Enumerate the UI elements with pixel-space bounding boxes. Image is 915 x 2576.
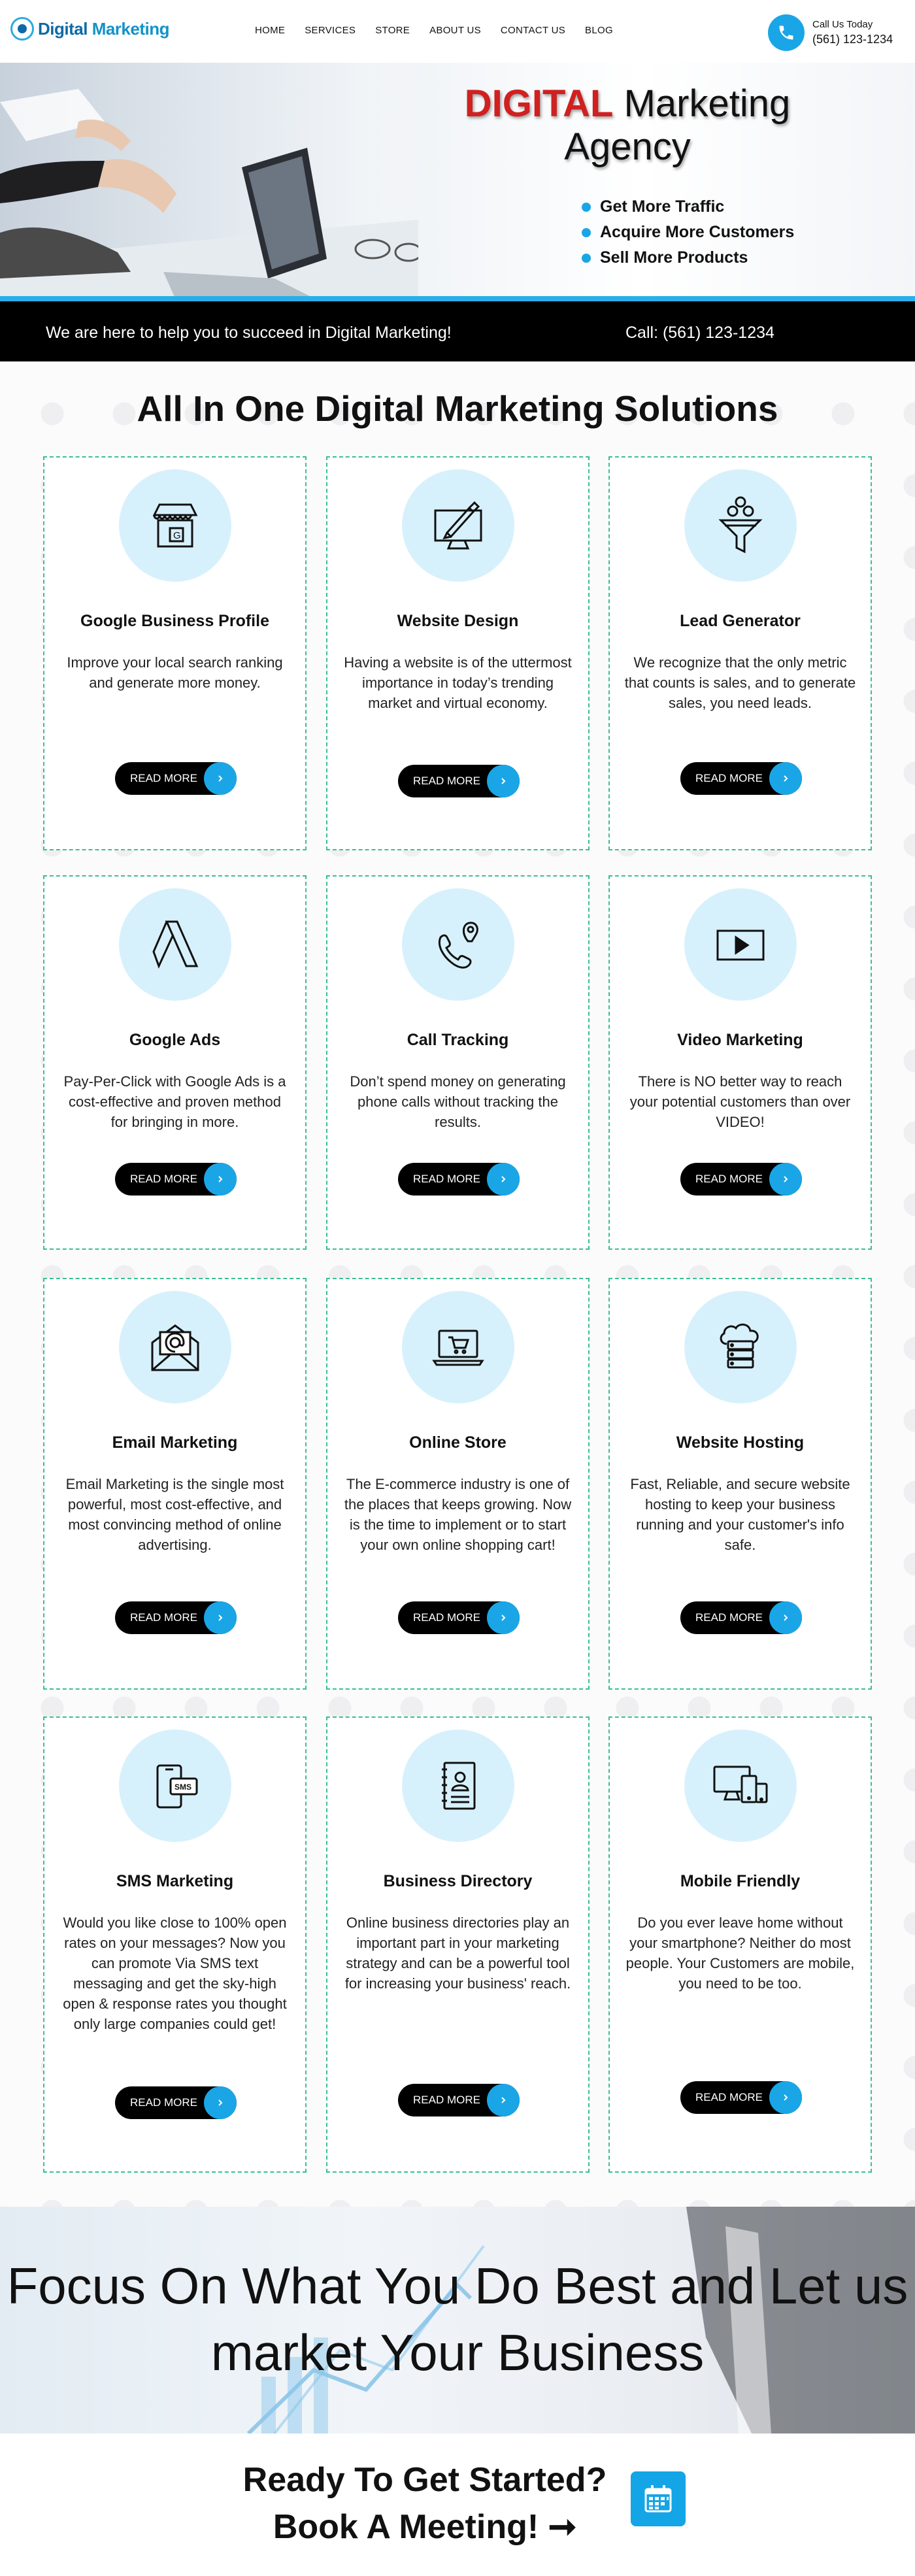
service-desc: Having a website is of the uttermost importance in today’s trending market and virtual economy.: [344, 654, 572, 711]
service-title: Video Marketing: [677, 1031, 803, 1049]
hero-title-red: DIGITAL: [464, 82, 614, 125]
hero-title-rest: Marketing: [624, 82, 791, 125]
laptop-cart-icon: [402, 1291, 514, 1403]
service-desc: We recognize that the only metric that counts is sales, and to generate sales, you need leads.: [624, 654, 856, 711]
service-card-sms-marketing: [43, 1716, 307, 2173]
cta-line2: Book A Meeting! ➞: [273, 2508, 577, 2546]
service-card-google-ads: [43, 875, 307, 1250]
chevron-right-icon: [487, 765, 520, 797]
read-more-button[interactable]: [680, 1601, 802, 1634]
services-section: [0, 361, 915, 2207]
devices-icon: [684, 1730, 797, 1842]
calendar-button[interactable]: [631, 2471, 686, 2526]
service-title: Google Business Profile: [80, 612, 269, 630]
hero-photo: [0, 63, 418, 301]
call-label: Call Us Today: [812, 19, 873, 30]
service-card-business-directory: [326, 1716, 590, 2173]
cloud-server-icon: [684, 1291, 797, 1403]
read-more-label: READ MORE: [695, 1173, 763, 1185]
service-desc: Pay-Per-Click with Google Ads is a cost-effective and proven method for bringing in more.: [63, 1073, 286, 1130]
read-more-button[interactable]: [680, 1163, 802, 1196]
chevron-right-icon: [204, 2086, 237, 2119]
read-more-label: READ MORE: [413, 775, 480, 787]
nav-store[interactable]: STORE: [375, 25, 410, 36]
read-more-label: READ MORE: [130, 1173, 197, 1185]
hero-bullet: Get More Traffic: [582, 197, 794, 216]
read-more-label: READ MORE: [413, 1173, 480, 1185]
info-bar-message: We are here to help you to succeed in Digital Marketing!: [46, 324, 452, 342]
service-title: Online Store: [409, 1433, 507, 1452]
service-card-mobile-friendly: [608, 1716, 872, 2173]
cta-section: [0, 2434, 915, 2576]
read-more-label: READ MORE: [413, 1611, 480, 1624]
read-more-label: READ MORE: [130, 1611, 197, 1624]
main-nav: [255, 25, 633, 36]
info-bar-call[interactable]: Call: (561) 123-1234: [625, 324, 774, 342]
logo-icon: [10, 17, 34, 41]
read-more-label: READ MORE: [695, 1611, 763, 1624]
sms-phone-icon: [119, 1730, 231, 1842]
service-title: Call Tracking: [407, 1031, 509, 1049]
service-card-email-marketing: [43, 1278, 307, 1690]
read-more-button[interactable]: [115, 2086, 237, 2119]
service-desc: The E-commerce industry is one of the places that keeps growing. Now is the time to implement or to start your own online shopping cart!: [344, 1476, 572, 1553]
sms-badge-text: SMS: [174, 1782, 191, 1792]
service-desc: There is NO better way to reach your potential customers than over VIDEO!: [629, 1073, 851, 1130]
read-more-button[interactable]: [115, 762, 237, 795]
service-title: SMS Marketing: [116, 1872, 234, 1890]
read-more-label: READ MORE: [695, 2091, 763, 2103]
service-card-lead-generator: [608, 456, 872, 850]
cta-headline[interactable]: [196, 2456, 654, 2551]
service-card-google-business-profile: [43, 456, 307, 850]
hero-bullets: [582, 197, 794, 274]
cta-line1: Ready To Get Started?: [242, 2461, 607, 2499]
site-header: [0, 0, 915, 63]
video-play-icon: [684, 888, 797, 1001]
chevron-right-icon: [769, 1163, 802, 1196]
funnel-icon: [684, 469, 797, 582]
service-title: Website Design: [397, 612, 519, 630]
google-ads-icon: [119, 888, 231, 1001]
service-title: Google Ads: [129, 1031, 221, 1049]
hero-divider: [0, 296, 915, 301]
service-desc: Fast, Reliable, and secure website hosting to keep your business running and your customer's info safe.: [630, 1476, 850, 1553]
logo[interactable]: [10, 17, 169, 41]
chevron-right-icon: [487, 1601, 520, 1634]
info-bar: [0, 301, 915, 361]
services-title: All In One Digital Marketing Solutions: [137, 388, 778, 429]
email-envelope-icon: [119, 1291, 231, 1403]
store-badge-letter: G: [173, 530, 181, 541]
nav-blog[interactable]: BLOG: [585, 25, 613, 36]
chevron-right-icon: [204, 1601, 237, 1634]
nav-about-us[interactable]: ABOUT US: [429, 25, 481, 36]
calendar-icon: [642, 2483, 674, 2515]
read-more-button[interactable]: [115, 1601, 237, 1634]
read-more-button[interactable]: [398, 2084, 520, 2116]
nav-home[interactable]: HOME: [255, 25, 286, 36]
service-card-video-marketing: [608, 875, 872, 1250]
chevron-right-icon: [769, 762, 802, 795]
storefront-icon: [119, 469, 231, 582]
nav-services[interactable]: SERVICES: [305, 25, 356, 36]
read-more-label: READ MORE: [130, 2096, 197, 2109]
nav-contact-us[interactable]: CONTACT US: [500, 25, 566, 36]
directory-book-icon: [402, 1730, 514, 1842]
read-more-button[interactable]: [398, 765, 520, 797]
service-desc: Do you ever leave home without your smartphone? Neither do most people. Your Customers are mobile, you need to be too.: [625, 1915, 855, 1992]
service-desc: Improve your local search ranking and generate more money.: [67, 654, 283, 691]
hero-bullet: Sell More Products: [582, 248, 794, 267]
focus-banner: [0, 2207, 915, 2434]
logo-text-digital: Digital: [38, 18, 88, 39]
service-desc: Email Marketing is the single most powerful, most cost-effective, and most convincing method of online advertising.: [65, 1476, 284, 1553]
read-more-button[interactable]: [680, 2081, 802, 2114]
phone-location-icon: [402, 888, 514, 1001]
monitor-pen-icon: [402, 469, 514, 582]
service-title: Mobile Friendly: [680, 1872, 801, 1890]
service-desc: Don’t spend money on generating phone calls without tracking the results.: [350, 1073, 566, 1130]
chevron-right-icon: [769, 1601, 802, 1634]
service-title: Website Hosting: [676, 1433, 805, 1452]
service-card-call-tracking: [326, 875, 590, 1250]
service-title: Lead Generator: [680, 612, 801, 630]
service-card-website-design: [326, 456, 590, 850]
hero-title-line2: Agency: [564, 125, 691, 168]
read-more-label: READ MORE: [413, 2094, 480, 2106]
service-title: Email Marketing: [112, 1433, 238, 1452]
focus-headline: Focus On What You Do Best and Let us market Your Business: [7, 2257, 908, 2381]
phone-icon: [768, 14, 805, 51]
read-more-label: READ MORE: [130, 772, 197, 784]
service-card-website-hosting: [608, 1278, 872, 1690]
chevron-right-icon: [204, 762, 237, 795]
chevron-right-icon: [487, 2084, 520, 2116]
chevron-right-icon: [487, 1163, 520, 1196]
service-desc: Online business directories play an important part in your marketing strategy and can be a powerful tool for increasing your business' reach.: [344, 1915, 571, 1992]
service-title: Business Directory: [383, 1872, 533, 1890]
logo-text-marketing: Marketing: [92, 18, 169, 39]
hero-banner: [0, 63, 915, 301]
read-more-button[interactable]: [680, 762, 802, 795]
hero-title: [444, 82, 810, 169]
read-more-button[interactable]: [398, 1601, 520, 1634]
chevron-right-icon: [769, 2081, 802, 2114]
service-card-online-store: [326, 1278, 590, 1690]
hero-bullet: Acquire More Customers: [582, 223, 794, 242]
header-call[interactable]: [768, 14, 893, 51]
read-more-button[interactable]: [398, 1163, 520, 1196]
chevron-right-icon: [204, 1163, 237, 1196]
read-more-label: READ MORE: [695, 772, 763, 784]
service-desc: Would you like close to 100% open rates on your messages? Now you can promote Via SMS text messaging and get the sky-high open & response rates you thought only large companies could get!: [63, 1915, 287, 2032]
call-number[interactable]: (561) 123-1234: [812, 33, 893, 46]
read-more-button[interactable]: [115, 1163, 237, 1196]
